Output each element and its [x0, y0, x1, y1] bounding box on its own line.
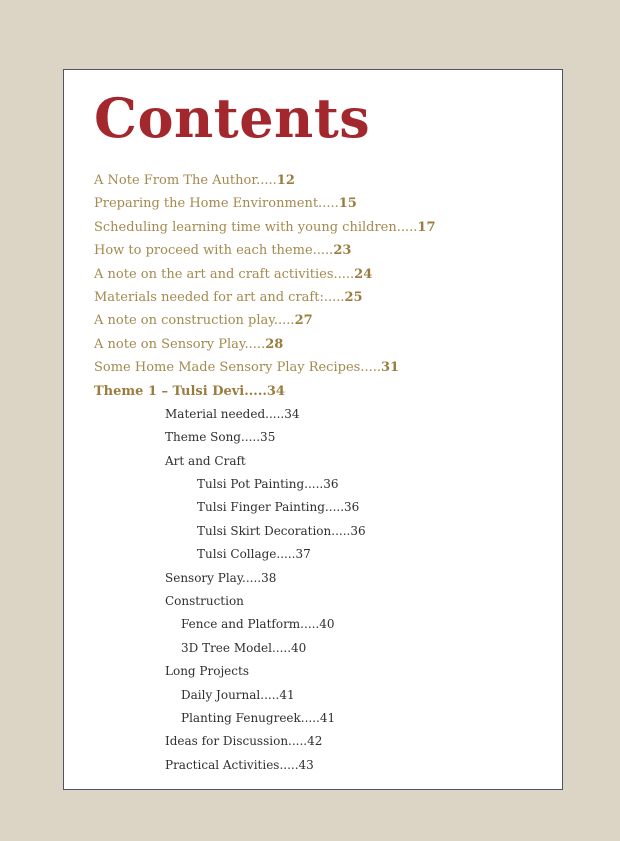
toc-item-long-projects[interactable]: Long Projects: [165, 664, 249, 679]
toc-theme-heading[interactable]: Theme 1 – Tulsi Devi.....34: [94, 383, 285, 399]
table-of-contents: [94, 169, 554, 777]
toc-item-skirt-decoration[interactable]: Tulsi Skirt Decoration.....36: [197, 523, 366, 538]
toc-entry-author-note[interactable]: [94, 169, 554, 192]
toc-item-tree-model[interactable]: 3D Tree Model.....40: [181, 640, 307, 655]
toc-entry-text: A note on Sensory Play.....: [94, 336, 266, 352]
toc-item-practical[interactable]: Practical Activities.....43: [165, 757, 314, 772]
toc-item-construction[interactable]: Construction: [165, 594, 244, 609]
toc-item-collage[interactable]: Tulsi Collage.....37: [197, 547, 311, 562]
toc-entry-text: Scheduling learning time with young children.....: [94, 219, 418, 235]
toc-item-art-and-craft[interactable]: Art and Craft: [165, 453, 246, 468]
contents-page: [63, 69, 563, 790]
toc-entry-scheduling[interactable]: [94, 216, 554, 239]
toc-page-number: 23: [333, 243, 352, 259]
toc-entry-text: Materials needed for art and craft:.....: [94, 289, 345, 305]
toc-entry-text: Some Home Made Sensory Play Recipes.....: [94, 360, 381, 376]
toc-page-number: 17: [417, 219, 436, 235]
toc-page-number: 24: [354, 266, 373, 282]
toc-entry-art-craft-note[interactable]: [94, 263, 554, 286]
toc-page-number: 12: [276, 173, 295, 188]
toc-page-number: 25: [344, 289, 363, 305]
toc-page-number: 15: [338, 196, 357, 212]
toc-entry-text: How to proceed with each theme.....: [94, 243, 334, 259]
toc-item-fenugreek[interactable]: Planting Fenugreek.....41: [181, 710, 336, 725]
page-title: Contents: [94, 86, 371, 150]
toc-item-theme-song[interactable]: Theme Song.....35: [165, 430, 276, 445]
toc-page-number: 28: [265, 336, 284, 352]
toc-entry-sensory-recipes[interactable]: [94, 356, 554, 379]
toc-entry-proceed-theme[interactable]: [94, 239, 554, 262]
toc-page-number: 27: [294, 313, 313, 329]
toc-item-pot-painting[interactable]: Tulsi Pot Painting.....36: [197, 477, 339, 492]
toc-item-material-needed[interactable]: Material needed.....34: [165, 406, 300, 421]
toc-page-number: 31: [380, 360, 400, 376]
toc-item-daily-journal[interactable]: Daily Journal.....41: [181, 687, 295, 702]
toc-entry-materials[interactable]: [94, 286, 554, 309]
toc-entry-home-environment[interactable]: [94, 192, 554, 215]
toc-item-discussion[interactable]: Ideas for Discussion.....42: [165, 734, 323, 749]
toc-entry-text: A note on construction play.....: [94, 313, 295, 329]
toc-entry-text: A Note From The Author.....: [94, 173, 277, 188]
toc-entry-text: Preparing the Home Environment.....: [94, 196, 339, 212]
toc-entry-text: A note on the art and craft activities.....: [94, 266, 355, 282]
toc-entry-sensory-note[interactable]: [94, 333, 554, 356]
toc-entry-construction-note[interactable]: [94, 309, 554, 332]
toc-item-fence-platform[interactable]: Fence and Platform.....40: [181, 617, 335, 632]
toc-item-finger-painting[interactable]: Tulsi Finger Painting.....36: [197, 500, 360, 515]
toc-item-sensory-play[interactable]: Sensory Play.....38: [165, 570, 277, 585]
